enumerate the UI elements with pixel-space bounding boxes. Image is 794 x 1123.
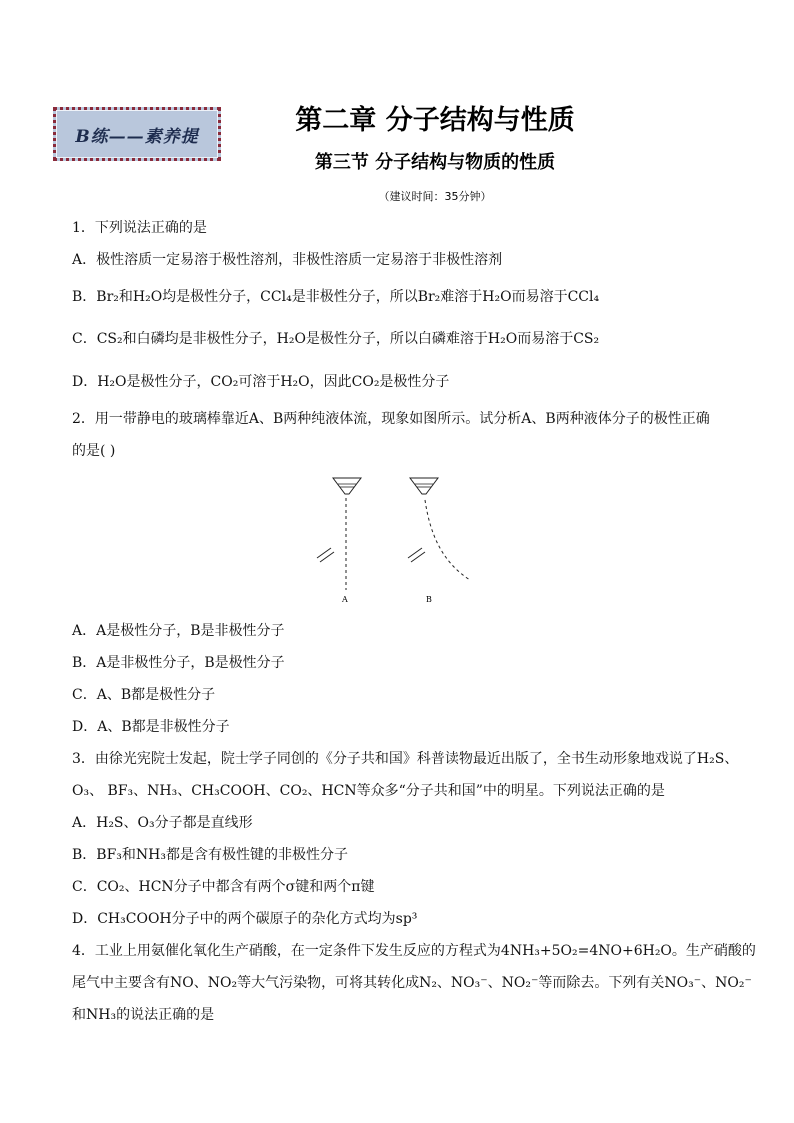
q1-option-c: C．CS₂和白磷均是非极性分子，H₂O是极性分子，所以白磷难溶于H₂O而易溶于CS₂	[72, 331, 600, 347]
q3-option-c: C．CO₂、HCN分子中都含有两个σ键和两个π键	[72, 879, 375, 895]
liquid-stream-diagram	[300, 472, 490, 607]
q3-option-d: D．CH₃COOH分子中的两个碳原子的杂化方式均为sp³	[72, 911, 418, 927]
q2-option-b: B．A是非极性分子，B是极性分子	[72, 655, 285, 671]
stream-b	[425, 500, 470, 580]
glass-rod-b	[408, 548, 425, 562]
q2-stem-line2: 的是( )	[72, 443, 116, 459]
q1-option-d: D．H₂O是极性分子，CO₂可溶于H₂O，因此CO₂是极性分子	[72, 374, 450, 390]
q3-option-b: B．BF₃和NH₃都是含有极性键的非极性分子	[72, 847, 348, 863]
q1-stem: 1．下列说法正确的是	[72, 220, 207, 236]
q2-option-d: D．A、B都是非极性分子	[72, 719, 230, 735]
q1-option-a: A．极性溶质一定易溶于极性溶剂，非极性溶质一定易溶于非极性溶剂	[72, 252, 503, 268]
glass-rod-a	[317, 548, 334, 562]
q4-stem-line3: 和NH₃的说法正确的是	[72, 1007, 215, 1023]
label-a: A	[342, 595, 348, 604]
q2-option-c: C．A、B都是极性分子	[72, 687, 216, 703]
q4-stem-line2: 尾气中主要含有NO、NO₂等大气污染物，可将其转化成N₂、NO₃⁻、NO₂⁻等而除去。下列有关NO₃⁻、NO₂⁻	[72, 975, 752, 991]
q3-stem-line2: O₃、 BF₃、NH₃、CH₃COOH、CO₂、HCN等众多“分子共和国”中的明星。下列说法正确的是	[72, 783, 665, 799]
funnel-b	[410, 478, 438, 494]
q3-stem-line1: 3．由徐光宪院士发起，院士学子同创的《分子共和国》科普读物最近出版了，全书生动形象地戏说了H₂S、	[72, 751, 739, 767]
funnel-a	[333, 478, 361, 494]
label-b: B	[426, 595, 432, 604]
section-title: 第三节 分子结构与物质的性质	[314, 152, 556, 173]
q3-option-a: A．H₂S、O₃分子都是直线形	[72, 815, 253, 831]
q4-stem-line1: 4．工业上用氨催化氧化生产硝酸，在一定条件下发生反应的方程式为4NH₃+5O₂=4NO+6H₂O。生产硝酸的	[72, 943, 756, 959]
q2-stem-line1: 2．用一带静电的玻璃棒靠近A、B两种纯液体流，现象如图所示。试分析A、B两种液体分子的极性正确	[72, 411, 710, 427]
q1-option-b: B．Br₂和H₂O均是极性分子，CCl₄是非极性分子，所以Br₂难溶于H₂O而易溶于CCl₄	[72, 289, 600, 305]
q2-option-a: A．A是极性分子，B是非极性分子	[72, 623, 285, 639]
chapter-title: 第二章 分子结构与性质	[295, 105, 575, 136]
exercise-badge	[53, 107, 221, 161]
badge-label: B练——素养提	[75, 126, 199, 147]
time-note: （建议时间：35分钟）	[378, 190, 492, 203]
